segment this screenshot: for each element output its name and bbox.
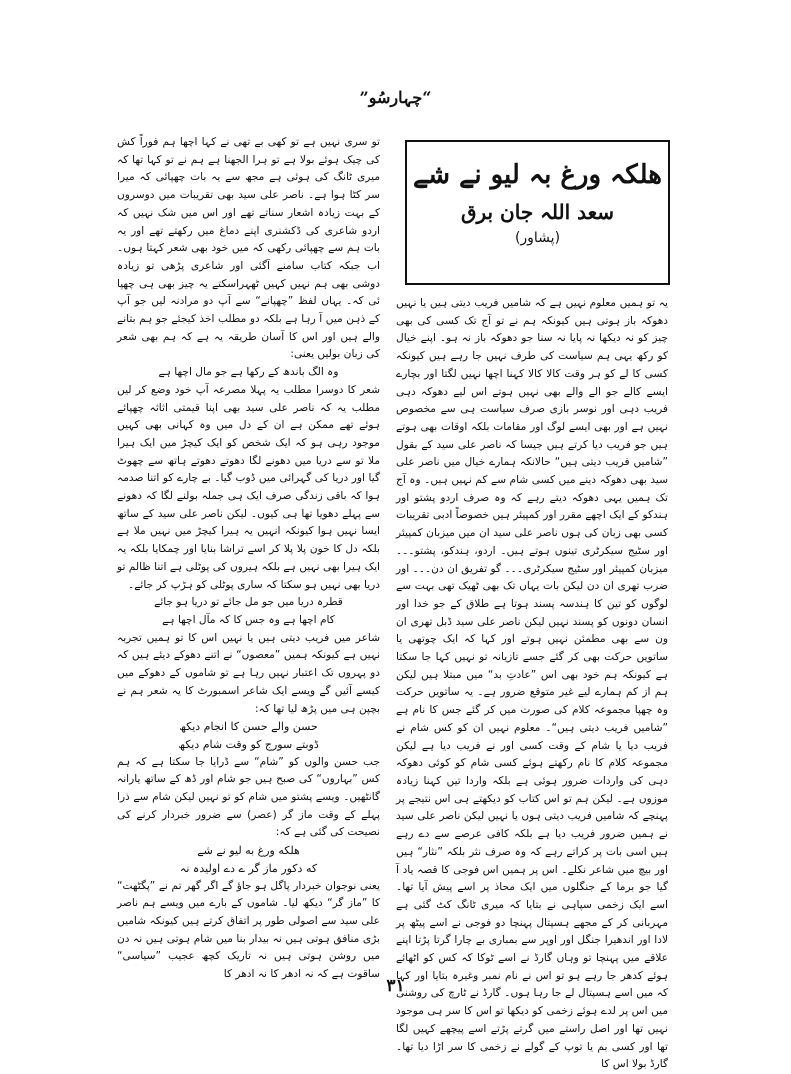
article-location: (پشاور) — [514, 230, 561, 246]
left-paragraph-3: شاعر میں فریب دیتی ہیں یا نہیں اس کا تو ہمیں تجربہ نہیں ہے کیونکہ ہمیں ”معصوں“ نے اتنے دھوکے دیئے ہیں کہ دو پہروں تک اعتبار نہیں رہا ہے تو شاموں کے دھوکے میں کیسے آئیں گے ویسے ایک شاعر اسمبورٹ کا یہ شعر ہم نے بچپن ہی میں پڑھ لیا تھا کہ: — [117, 631, 380, 715]
page-number: ۳۱ — [386, 976, 405, 996]
right-paragraph-1: یہ تو ہمیں معلوم نہیں ہے کہ شامیں فریب دیتی ہیں یا نہیں دھوکہ باز ہوتی ہیں کیونکہ ہم نے تو آج تک کسی کی بھی چیز کو نہ دیکھا نہ پایا نہ سنا جو دھوکہ باز نہ ہو۔ اپنے خیال کو رکھ یہی ہم سیاست کی طرف نہیں جا رہے ہیں کیونکہ کسی کا لے کو ہر وقت کالا کالا کہنا اچھا نہیں لگتا اور بچارے ایسے کالے جو الے والے بھی نہیں ہوتے اس لیے دھوکہ دہی فریب دہی اور نوسر بازی صرف سیاست ہی سے مخصوص نہیں ہے اور بھی ایسے لوگ اور مقامات بلکہ اوقات بھی ہوتے ہیں جو فریب دیا کرتے ہیں جیسا کہ ناصر علی سید کے بقول ”شامیں فریب دیتی ہیں“ حالانکہ ہمارے خیال میں ناصر علی سید بھی دھوکہ دینے میں کسی شام سے کم نہیں ہیں۔ وہ آج تک ہمیں یہی دھوکہ دیتے رہے کہ وہ صرف اردو پشتو اور ہندکو کے ایک اچھے مقرر اور کمپیئر ہیں خصوصاً ادبی تقریبات کسی بھی زبان کی ہوں ناصر علی سید ان میں میزبان کمپیئر اور سٹیج سیکرٹری تینوں ہوتے ہیں۔ اردو، ہندکو، پشتو۔۔۔ میزبان کمپیئر اور سٹیج سیکرٹری۔۔۔ گو تفریق ان دن۔۔۔ اور ضرب تھری ان دن لیکن بات یہاں تک بھی ٹھیک تھی بہت سے لوگوں کو تین کا ہندسہ پسند ہوتا ہے طلاق کے جو خدا اور انسان دونوں کو پسند نہیں لیکن ناصر علی سید ڈبل تھری ان ون سے بھی مطمئن نہیں ہوتے اور کہا کہ ایک چوتھی یا ساتویں حرکت بھی کر گئے جسے تازیانہ تو نہیں کہا جا سکتا ہے کیونکہ ہم خود بھی اس ”عادتِ بد“ میں مبتلا ہیں لیکن ہم از کم ہمارے لیے غیر متوقع ضرور ہے۔ یہ ساتویں حرکت وہ چھپا مجموعہ کلام کی صورت میں کر گئے جس کا نام ہے ”شامیں فریب دیتی ہیں“۔ معلوم نہیں ان کو کس شام نے فریب دیا یا شام کے وقت کسی اور نے فریب دیا ہے لیکن مجموعہ کلام کا نام رکھتے ہوئے کسی شام کو کوئی دھوکہ دہی کی واردات ضرور ہوئی ہے بلکہ واردا تیں کہنا زیادہ موزوں ہے۔ لیکن ہم تو اس کتاب کو دیکھتے ہی اس نتیجے پر پہنچے کہ شامیں فریب دیتی ہوں یا نہیں لیکن ناصر علی سید نے ہمیں ضرور فریب دیا ہے بلکہ کافی عرصے سے دے رہے ہیں اسی بات پر کراتے رہے کہ وہ صرف نثر بلکہ ”نثار“ ہیں اور بیچ میں شاعر نکلے۔ اس پر ہمیں اس فوجی کا قصہ یاد آ گیا جو برما کے جنگلوں میں ایک محاذ پر اسے پیش آیا تھا۔ اسے ایک زخمی سپاہی نے بتایا کہ میری ٹانگ کٹ گئی ہے مہربانی کر کے مجھے ہسپتال پہنچا دو فوجی نے اسے پیٹھ پر لادا اور اندھیرا جنگل اور اوپر سے بمباری بے چارا گرتا پڑتا اپنے علاقے میں پہنچا تو وہاں گارڈ نے اسے ٹوکا کہ کس کو اٹھائے ہوئے کدھر جا رہے ہو تو اس نے نام نمبر وغیرہ بتایا اور کہا کہ میں اسے ہسپتال لے جا رہا ہوں۔ گارڈ نے ٹارچ کی روشنی میں اس پر لدے ہوئے زخمی کو دیکھا تو اس کا سر ہی موجود نہیں تھا اور اصل راستے میں گرتے پڑتے اسے پیچھے کہیں لگا تھا اور کسی بم یا توپ کے گولے نے زخمی کا سر اڑا دیا تھا۔ گارڈ بولا اس کا — [396, 297, 668, 1071]
left-column — [117, 134, 380, 981]
article-author: سعد اللہ جان برق — [460, 200, 615, 224]
verse-line-2: قطرہ دریا میں جو مل جائے تو دریا ہو جائے — [154, 596, 343, 609]
left-paragraph-5: یعنی نوجوان خبردار پاگل ہو جاؤ گے اگر گھر تم نے ”پگٹھت“ کا ”ماز گر“ دیکھ لیا۔ شاموں کے بارے میں ویسے ہم ناصر علی سید سے اصولی طور پر اتفاق کرتے ہیں کیونکہ شامیں بڑی منافق ہوتی ہیں نہ بیدار بنا میں شام ہوتی ہیں نہ دن میں روشن ہوتی ہیں نہ تاریک کچھ عجیب ”سیاسی“ ساقوت ہے کہ نہ ادھر کا نہ ادھر کا — [117, 879, 380, 981]
verse-line-6: هلکه ورغ به ليو نے شے — [197, 844, 300, 858]
verse-line-4: حسن والے حسن کا انجام دیکھ — [179, 720, 318, 734]
verse-line-5: ڈوبتے سورج کو وقت شام دیکھ — [178, 737, 319, 751]
verse-line-7: که دکور ماز گر ے دے اولیدہ نہ — [179, 861, 318, 875]
article-title: هلکہ ورغ بہ لیو نے شے — [413, 160, 662, 190]
left-paragraph-2: شعر کا دوسرا مطلب یہ پہلا مصرعہ آپ خود وضع کر لیں مطلب یہ کہ ناصر علی سید بھی اپنا قیمتی اثاثہ چھپائے ہوئے تھے ممکن ہے ان کے دل میں وہ کہانی بھی کہیں موجود رہی ہو کہ ایک شخص کو ایک کیچڑ میں ایک ہیرا ملا تو سے دریا میں دھونے لگا دھوتے دھوتے ہاتھ سے چھوٹ گیا اور دریا کی گہرائی میں ڈوب گیا۔ بے چارے کو اتنا صدمہ ہوا کہ باقی زندگی صرف ایک ہی جملہ بولنے لگا کہ دھونے سے پہلے دھویا تھا ہی کیوں۔ لیکن ناصر علی سید کے ساتھ ایسا نہیں ہوا کیونکہ انہیں یہ ہیرا کیچڑ میں نہیں ملا ہے بلکہ دل کا خون پلا پلا کر اسے تراشا بنایا اور چمکایا بلکہ یہ ایک ہیرا بھی نہیں ہے بلکہ ہیروں کی پوٹلی ہے اتنا ظالم تو دریا بھی نہیں ہو سکتا کہ ساری پوٹلی کو ہڑپ کر جائے۔ — [117, 383, 380, 591]
verse-line-1: وہ الگ باندھ کے رکھا ہے جو مال اچھا ہے — [158, 366, 339, 379]
article-title-box — [405, 140, 670, 285]
running-head: ”چہارسُو“ — [359, 88, 432, 107]
verse-line-3: کام اچھا ہے وہ جس کا کہ مآل اچھا ہے — [162, 613, 335, 626]
left-paragraph-4: جب حسن والوں کو ”شام“ سے ڈرایا جا سکتا ہے کہ ہم کس ”بہاروں“ کی صبح ہیں جو شام اور ڈھ کے ساتھ یارانہ گانٹھیں۔ ویسے پشتو میں شام کو تو نہیں لیکن شام سے ذرا پہلے کے وقت ماز گر (عصر) سے ضرور خبردار کرنے کی نصیحت کی گئی ہے کہ: — [117, 755, 380, 839]
right-column — [396, 295, 668, 1071]
left-paragraph-1: تو سری نہیں ہے تو کھی بے تھی نے کہا اچھا ہم فوراً کش کی چیک ہوئے بولا ہے تو ہرا الجھنا ہے ہم نے تو کہا تھا کہ میری ٹانگ کی ہوئی ہے مجھ سے یہ بات چھپائی کہ میرا سر کٹا ہوا ہے۔ ناصر علی سید بھی تقریبات میں دوسروں کے بہت زیادہ اشعار سناتے تھے اور اس میں شک نہیں کہ اردو شاعری کی ڈکشنری اپنے دماغ میں رکھتے تھے اور یہ بات ہم سے چھپائی رکھی کہ میں خود بھی شعر کہتا ہوں۔ اب جبکہ کتاب سامنے آگئی اور شاعری پڑھی تو زیادہ دوشی بھی ہم نہیں کہیں ٹھہراسکتے یہ چیز بھی ہی چھپا ئی کہ۔ یہاں لفظ ”چھپانے“ سے آپ دو مرادنہ لیں جو آپ کے ذہن میں آ رہا ہے بلکہ دو مطلب اخذ کیجئے جو ہم بتانے والے ہیں اور اس کا آسان طریقہ یہ ہے کہ ہم بھی شعر کی زبان بولیں یعنی: — [117, 136, 380, 361]
